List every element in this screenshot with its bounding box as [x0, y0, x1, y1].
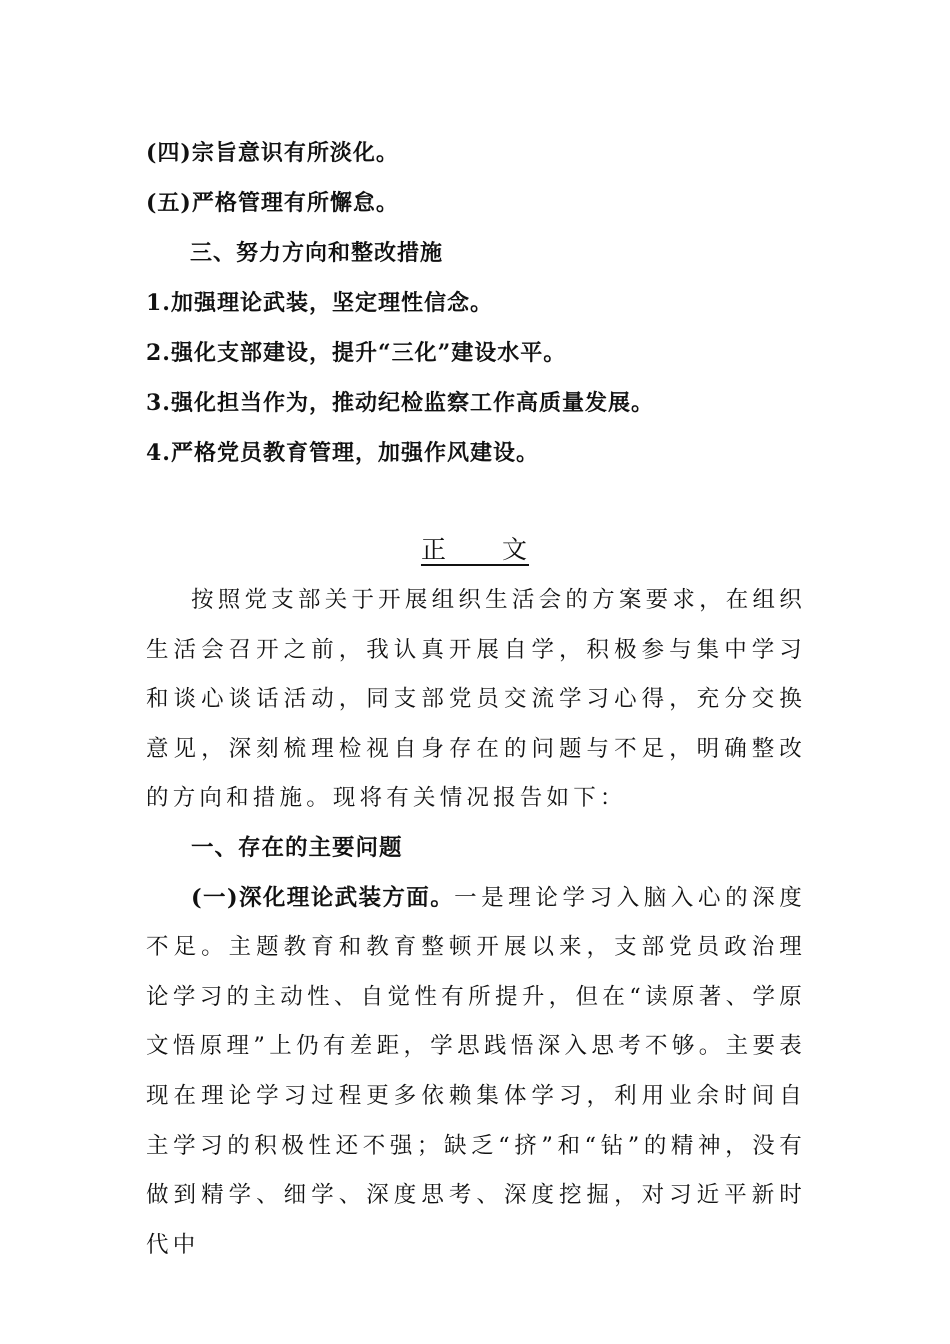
outline-item: 3.强化担当作为，推动纪检监察工作高质量发展。 [146, 390, 654, 416]
body-title [0, 528, 950, 572]
body-title-text: 正 文 [420, 535, 529, 564]
section-paragraph [146, 874, 806, 1271]
section-heading: 一、存在的主要问题 [191, 834, 403, 861]
body-text [146, 576, 806, 1270]
outline-item: 1.加强理论武装，坚定理性信念。 [146, 290, 493, 316]
outline-item: (四)宗旨意识有所淡化。 [146, 140, 399, 166]
outline-item: 4.严格党员教育管理，加强作风建设。 [146, 440, 539, 466]
outline-section-heading: 三、努力方向和整改措施 [190, 240, 444, 266]
outline-item: (五)严格管理有所懈怠。 [146, 190, 399, 216]
paragraph-text: 一是理论学习入脑入心的深度不足。主题教育和教育整顿开展以来，支部党员政治理论学习的主动性、自觉性有所提升，但在“读原著、学原文悟原理”上仍有差距，学思践悟深入思考不够。主要表现在理论学习过程更多依赖集体学习，利用业余时间自主学习的积极性还不强；缺乏“挤”和“钻”的精神，没有做到精学、细学、深度思考、深度挖掘，对习近平新时代中 [146, 884, 806, 1258]
paragraph-lead: (一)深化理论武装方面。 [191, 884, 455, 911]
outline-list [146, 128, 846, 478]
intro-paragraph: 按照党支部关于开展组织生活会的方案要求，在组织生活会召开之前，我认真开展自学，积极参与集中学习和谈心谈话活动，同支部党员交流学习心得，充分交换意见，深刻梳理检视自身存在的问题与不足，明确整改的方向和措施。现将有关情况报告如下： [146, 587, 806, 812]
outline-item: 2.强化支部建设，提升“三化”建设水平。 [146, 340, 567, 366]
